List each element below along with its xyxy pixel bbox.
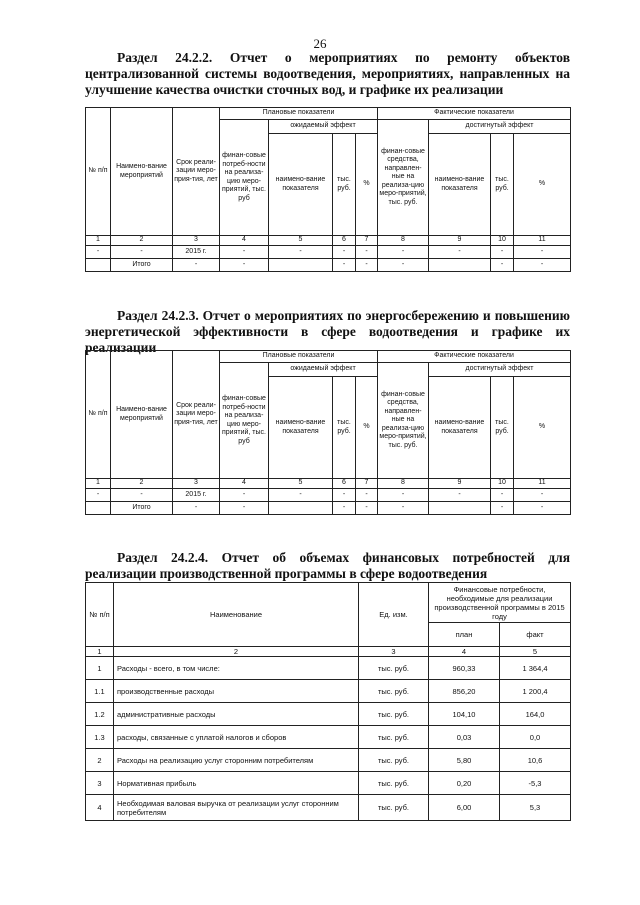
header-expected-effect: ожидаемый эффект — [269, 363, 378, 377]
cell: - — [356, 259, 378, 272]
header-achieved-effect: достигнутый эффект — [429, 363, 571, 377]
column-number: 6 — [333, 479, 356, 489]
row-name: Расходы на реализацию услуг сторонним потребителям — [114, 749, 359, 772]
header-plan: план — [429, 623, 500, 647]
cell: - — [86, 246, 111, 259]
row-name: Нормативная прибыль — [114, 772, 359, 795]
cell: - — [111, 489, 173, 502]
column-number: 1 — [86, 236, 111, 246]
row-unit: тыс. руб. — [359, 657, 429, 680]
header-financial-needs: Финансовые потребности, необходимые для реализации производственной программы в 2015 году — [429, 583, 571, 623]
page-number: 26 — [313, 36, 327, 51]
cell — [86, 502, 111, 515]
column-number: 11 — [514, 236, 571, 246]
header-indicator-name: наимено-вание показателя — [429, 377, 491, 479]
row-plan: 104,10 — [429, 703, 500, 726]
header-name: Наименование — [114, 583, 359, 647]
column-number: 7 — [356, 479, 378, 489]
cell: - — [333, 489, 356, 502]
header-actual-finance: финан-совые средства, направлен-ные на реализа-цию меро-приятий, тыс. руб. — [378, 363, 429, 479]
header-event-name: Наимено-вание мероприятий — [111, 108, 173, 236]
cell: - — [269, 246, 333, 259]
column-number: 3 — [359, 647, 429, 657]
cell — [269, 502, 333, 515]
section-heading-24-2-4: Раздел 24.2.4. Отчет об объемах финансовых потребностей для реализации производственной программы в сфере водоотведения — [85, 550, 570, 581]
events-table-repair — [85, 107, 571, 272]
row-unit: тыс. руб. — [359, 680, 429, 703]
column-number-row — [86, 647, 571, 657]
row-plan: 6,00 — [429, 795, 500, 821]
header-thousand-rub: тыс. руб. — [491, 134, 514, 236]
header-thousand-rub: тыс. руб. — [333, 377, 356, 479]
column-number: 10 — [491, 479, 514, 489]
header-actual: Фактические показатели — [378, 108, 571, 120]
cell: - — [111, 246, 173, 259]
column-number: 3 — [173, 479, 220, 489]
cell: - — [514, 259, 571, 272]
cell: - — [491, 489, 514, 502]
row-number: 1.1 — [86, 680, 114, 703]
table-row — [86, 246, 571, 259]
row-number: 4 — [86, 795, 114, 821]
column-number: 2 — [111, 236, 173, 246]
table-row — [86, 657, 571, 680]
row-name: административные расходы — [114, 703, 359, 726]
header-number: № п/п — [86, 583, 114, 647]
header-planned: Плановые показатели — [220, 351, 378, 363]
table-row — [86, 726, 571, 749]
header-number: № п/п — [86, 351, 111, 479]
header-thousand-rub: тыс. руб. — [333, 134, 356, 236]
header-achieved-effect: достигнутый эффект — [429, 120, 571, 134]
cell: - — [378, 502, 429, 515]
cell: - — [514, 246, 571, 259]
cell: 2015 г. — [173, 489, 220, 502]
row-plan: 960,33 — [429, 657, 500, 680]
row-plan: 0,03 — [429, 726, 500, 749]
header-percent: % — [356, 377, 378, 479]
row-fact: 5,3 — [500, 795, 571, 821]
header-planned-finance: финан-совые потреб-ности на реализа-цию меро-приятий, тыс. руб — [220, 120, 269, 236]
cell: - — [378, 259, 429, 272]
cell: - — [514, 489, 571, 502]
cell: - — [378, 246, 429, 259]
column-number: 5 — [500, 647, 571, 657]
events-table-energy — [85, 350, 571, 515]
header-percent: % — [514, 134, 571, 236]
row-number: 1.3 — [86, 726, 114, 749]
total-row — [86, 259, 571, 272]
row-plan: 5,80 — [429, 749, 500, 772]
cell: - — [333, 246, 356, 259]
row-number: 1.2 — [86, 703, 114, 726]
table-row — [86, 795, 571, 821]
row-name: Необходимая валовая выручка от реализации услуг сторонним потребителям — [114, 795, 359, 821]
header-fact: факт — [500, 623, 571, 647]
table-row — [86, 749, 571, 772]
cell: - — [356, 489, 378, 502]
column-number: 2 — [111, 479, 173, 489]
row-fact: -5,3 — [500, 772, 571, 795]
cell: - — [378, 489, 429, 502]
cell: - — [356, 246, 378, 259]
header-event-name: Наимено-вание мероприятий — [111, 351, 173, 479]
header-term: Срок реали-зации меро-прия-тия, лет — [173, 108, 220, 236]
row-plan: 0,20 — [429, 772, 500, 795]
table-row — [86, 489, 571, 502]
cell — [429, 259, 491, 272]
cell: - — [220, 259, 269, 272]
cell — [269, 259, 333, 272]
row-number: 1 — [86, 657, 114, 680]
cell: - — [269, 489, 333, 502]
row-number: 3 — [86, 772, 114, 795]
column-number: 5 — [269, 236, 333, 246]
header-actual: Фактические показатели — [378, 351, 571, 363]
column-number: 4 — [220, 236, 269, 246]
row-fact: 10,6 — [500, 749, 571, 772]
cell: - — [429, 489, 491, 502]
header-planned-finance: финан-совые потреб-ности на реализа-цию меро-приятий, тыс. руб — [220, 363, 269, 479]
cell: - — [491, 246, 514, 259]
row-unit: тыс. руб. — [359, 795, 429, 821]
row-fact: 1 200,4 — [500, 680, 571, 703]
row-unit: тыс. руб. — [359, 772, 429, 795]
table-row — [86, 772, 571, 795]
column-number: 4 — [220, 479, 269, 489]
row-unit: тыс. руб. — [359, 749, 429, 772]
column-number: 3 — [173, 236, 220, 246]
cell: - — [220, 502, 269, 515]
header-unit: Ед. изм. — [359, 583, 429, 647]
column-number: 1 — [86, 479, 111, 489]
cell: - — [173, 259, 220, 272]
cell: - — [514, 502, 571, 515]
row-name: расходы, связанные с уплатой налогов и сборов — [114, 726, 359, 749]
table-row — [86, 703, 571, 726]
column-number: 9 — [429, 479, 491, 489]
header-thousand-rub: тыс. руб. — [491, 377, 514, 479]
finance-needs-table — [85, 582, 571, 821]
row-name: производственные расходы — [114, 680, 359, 703]
header-percent: % — [356, 134, 378, 236]
cell: - — [220, 489, 269, 502]
header-number: № п/п — [86, 108, 111, 236]
header-actual-finance: финан-совые средства, направлен-ные на реализа-цию меро-приятий, тыс. руб. — [378, 120, 429, 236]
total-label: Итого — [111, 259, 173, 272]
column-number: 11 — [514, 479, 571, 489]
column-number: 2 — [114, 647, 359, 657]
column-number-row — [86, 236, 571, 246]
total-row — [86, 502, 571, 515]
cell: - — [333, 259, 356, 272]
header-planned: Плановые показатели — [220, 108, 378, 120]
header-indicator-name: наимено-вание показателя — [429, 134, 491, 236]
cell: - — [491, 502, 514, 515]
total-label: Итого — [111, 502, 173, 515]
cell: - — [220, 246, 269, 259]
cell — [429, 502, 491, 515]
column-number: 5 — [269, 479, 333, 489]
header-term: Срок реали-зации меро-прия-тия, лет — [173, 351, 220, 479]
column-number: 6 — [333, 236, 356, 246]
table-row — [86, 680, 571, 703]
row-unit: тыс. руб. — [359, 726, 429, 749]
section-heading-24-2-3: Раздел 24.2.3. Отчет о мероприятиях по энергосбережению и повышению энергетической эффективности в сфере водоотведения и графике их реализации — [85, 308, 570, 355]
cell: - — [333, 502, 356, 515]
header-percent: % — [514, 377, 571, 479]
header-expected-effect: ожидаемый эффект — [269, 120, 378, 134]
cell: - — [491, 259, 514, 272]
row-fact: 0,0 — [500, 726, 571, 749]
cell: - — [356, 502, 378, 515]
column-number: 4 — [429, 647, 500, 657]
row-fact: 164,0 — [500, 703, 571, 726]
header-indicator-name: наимено-вание показателя — [269, 134, 333, 236]
column-number-row — [86, 479, 571, 489]
section-heading-24-2-2: Раздел 24.2.2. Отчет о мероприятиях по ремонту объектов централизованной системы водоотведения, мероприятиях, направленных на улучшение качества очистки сточных вод, и графике их реализации — [85, 50, 570, 97]
cell: 2015 г. — [173, 246, 220, 259]
row-name: Расходы - всего, в том числе: — [114, 657, 359, 680]
column-number: 10 — [491, 236, 514, 246]
column-number: 7 — [356, 236, 378, 246]
header-indicator-name: наимено-вание показателя — [269, 377, 333, 479]
column-number: 9 — [429, 236, 491, 246]
row-unit: тыс. руб. — [359, 703, 429, 726]
row-number: 2 — [86, 749, 114, 772]
cell — [86, 259, 111, 272]
cell: - — [86, 489, 111, 502]
row-plan: 856,20 — [429, 680, 500, 703]
cell: - — [173, 502, 220, 515]
column-number: 8 — [378, 479, 429, 489]
column-number: 1 — [86, 647, 114, 657]
cell: - — [429, 246, 491, 259]
row-fact: 1 364,4 — [500, 657, 571, 680]
column-number: 8 — [378, 236, 429, 246]
